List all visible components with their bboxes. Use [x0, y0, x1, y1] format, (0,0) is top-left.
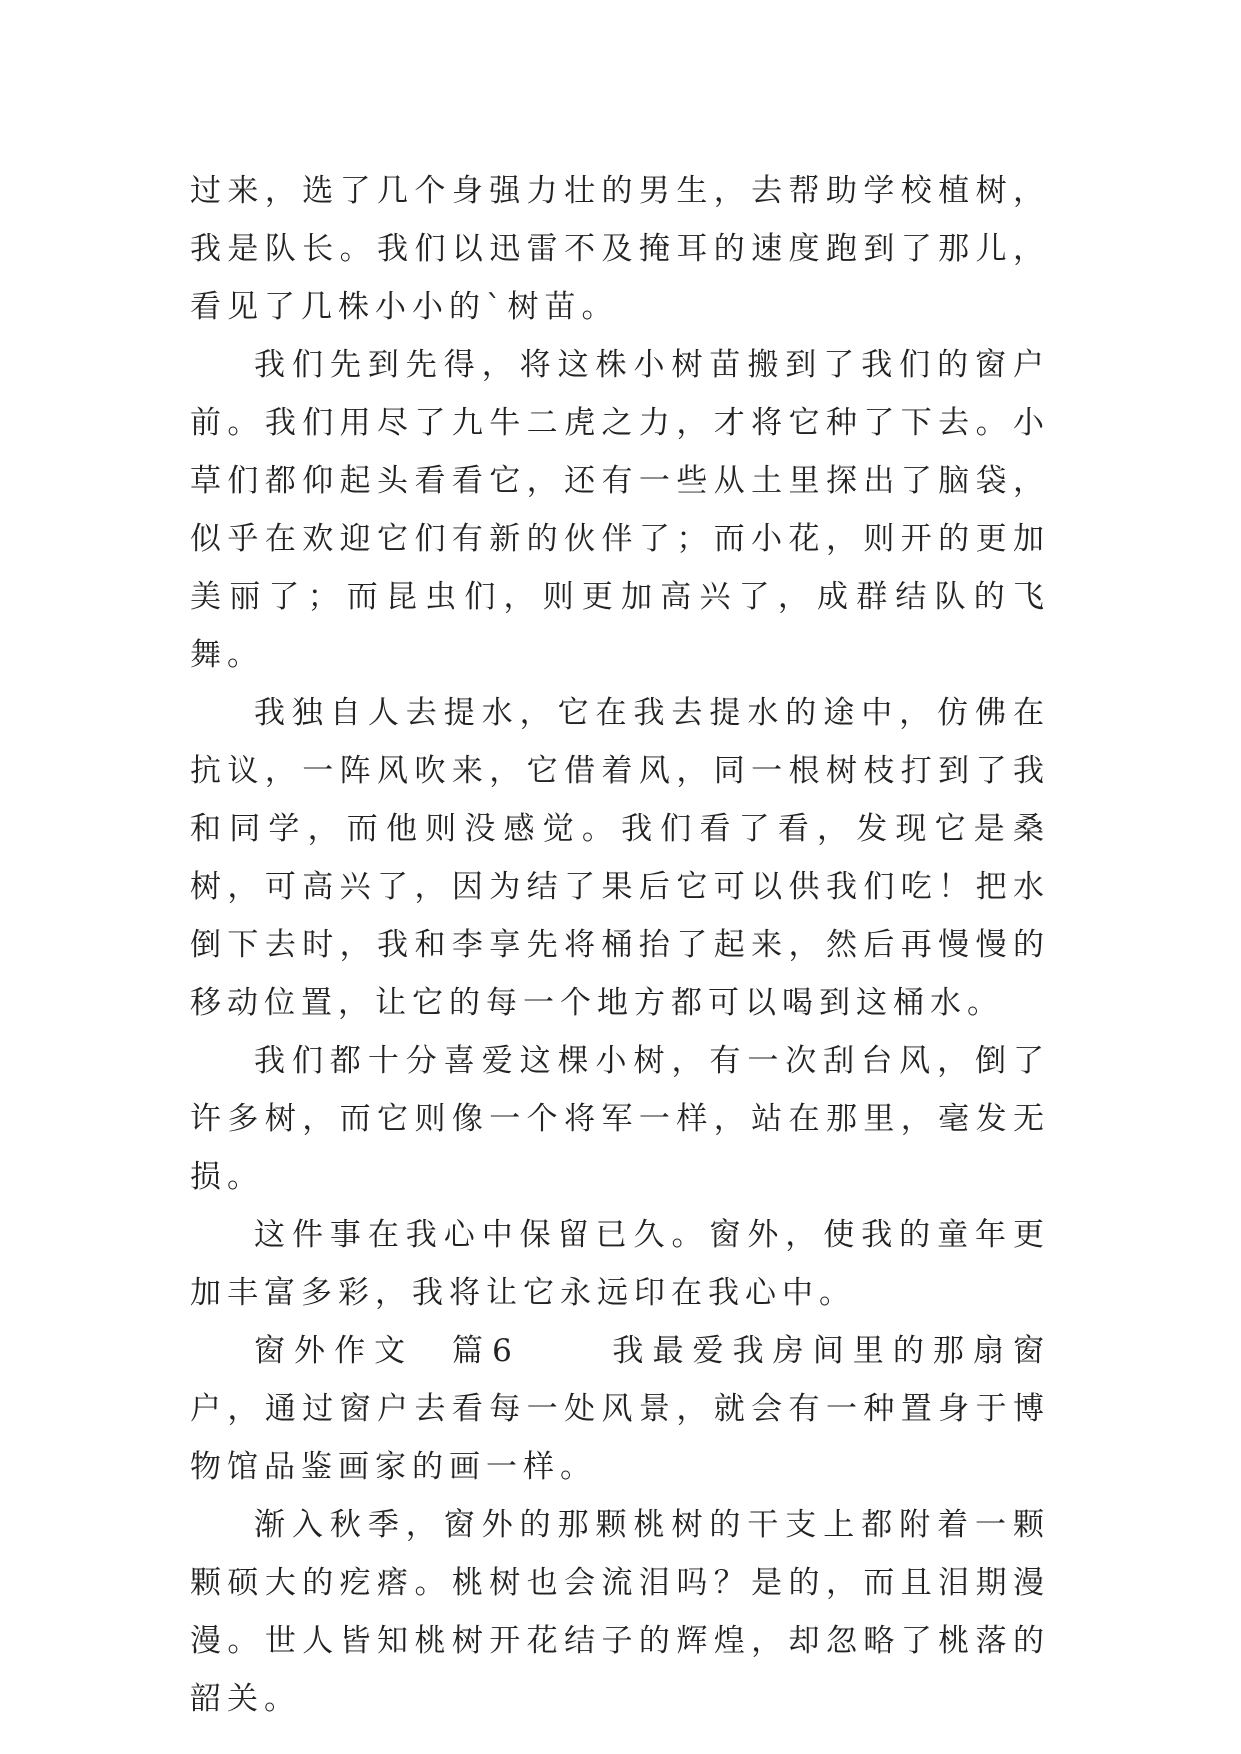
paragraph: 我们先到先得，将这株小树苗搬到了我们的窗户前。我们用尽了九牛二虎之力，才将它种了下去。小草们都仰起头看看它，还有一些从土里探出了脑袋，似乎在欢迎它们有新的伙伴了；而小花，则开的更加美丽了；而昆虫们，则更加高兴了，成群结队的飞舞。: [190, 347, 1050, 673]
paragraph: 我们都十分喜爱这棵小树，有一次刮台风，倒了许多树，而它则像一个将军一样，站在那里，毫发无损。: [190, 1043, 1050, 1195]
section-heading-paragraph: 窗外作文 篇6 我最爱我房间里的那扇窗户，通过窗户去看每一处风景，就会有一种置身于博物馆品鉴画家的画一样。: [190, 1333, 1050, 1485]
paragraph: 渐入秋季，窗外的那颗桃树的干支上都附着一颗颗硕大的疙瘩。桃树也会流泪吗？是的，而且泪期漫漫。世人皆知桃树开花结子的辉煌，却忽略了桃落的韶关。: [190, 1507, 1050, 1717]
essay-body: [190, 162, 1050, 1728]
paragraph: 这件事在我心中保留已久。窗外，使我的童年更加丰富多彩，我将让它永远印在我心中。: [190, 1217, 1050, 1311]
paragraph: 我独自人去提水，它在我去提水的途中，仿佛在抗议，一阵风吹来，它借着风，同一根树枝打到了我和同学，而他则没感觉。我们看了看，发现它是桑树，可高兴了，因为结了果后它可以供我们吃！把水倒下去时，我和李享先将桶抬了起来，然后再慢慢的移动位置，让它的每一个地方都可以喝到这桶水。: [190, 695, 1050, 1021]
paragraph: 过来，选了几个身强力壮的男生，去帮助学校植树，我是队长。我们以迅雷不及掩耳的速度跑到了那儿，看见了几株小小的`树苗。: [190, 173, 1050, 325]
